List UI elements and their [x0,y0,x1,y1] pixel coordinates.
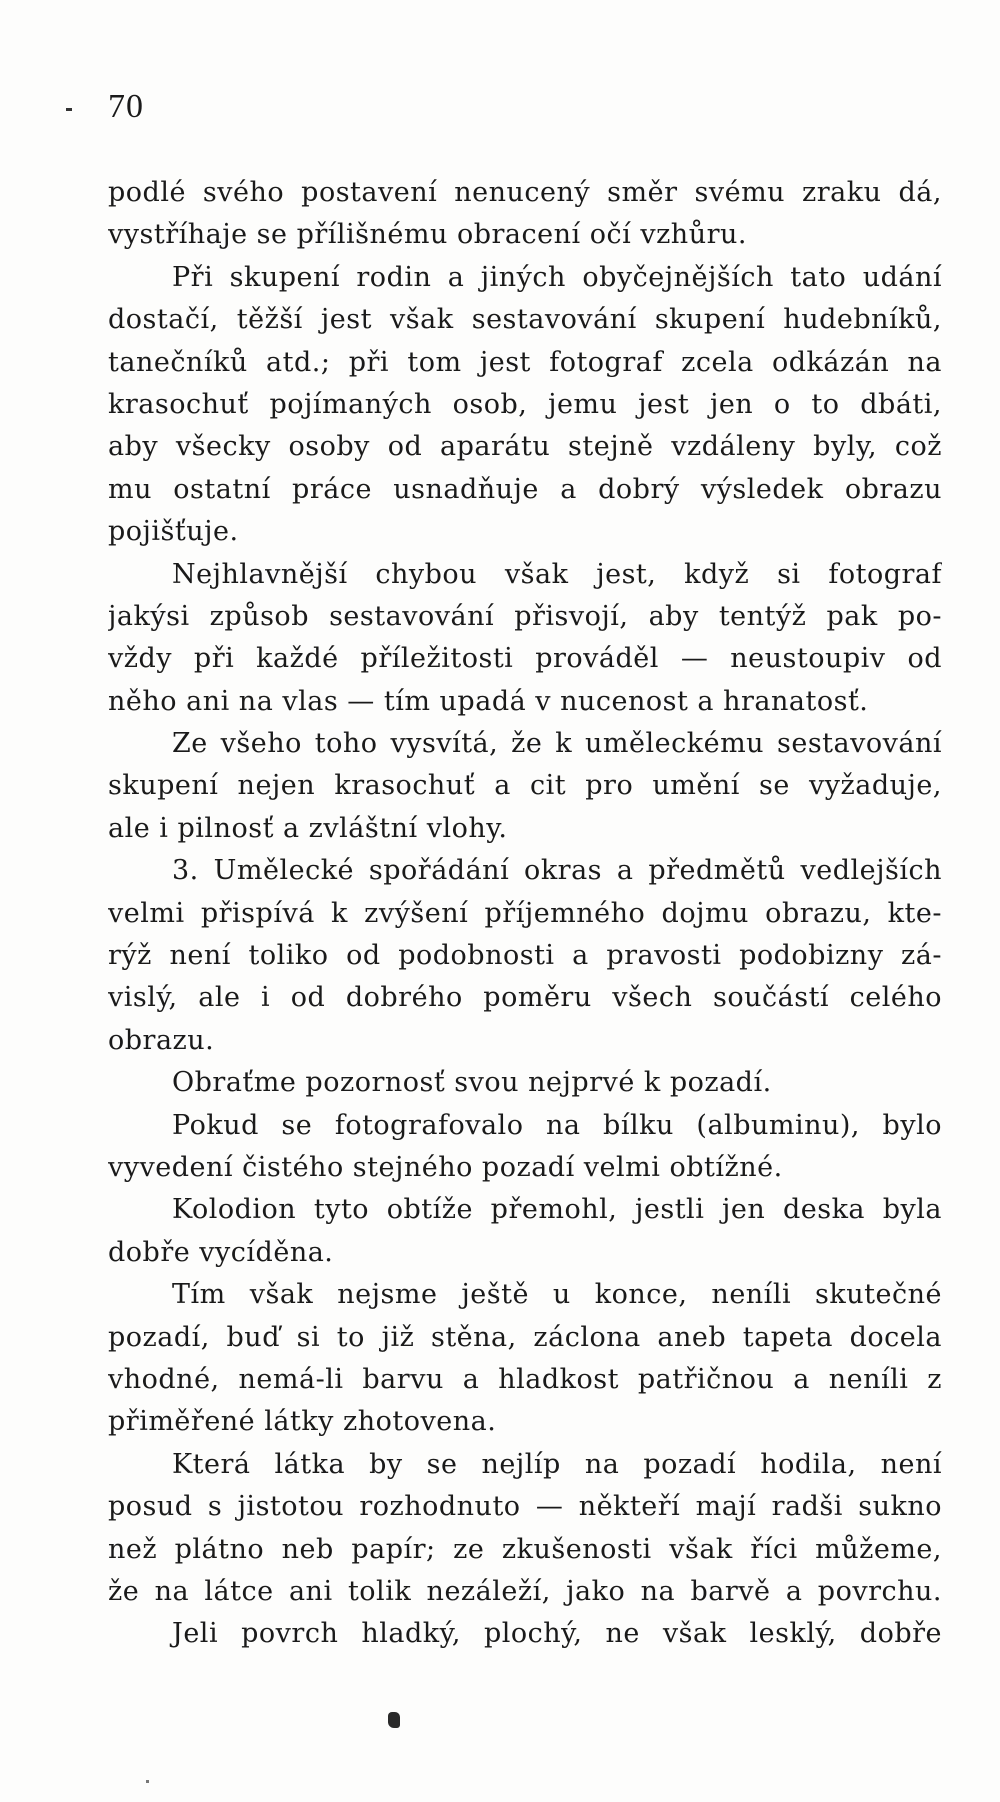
text-line: mu ostatní práce usnadňuje a dobrý výsledek obrazu [108,473,942,505]
text-line: přiměřené látky zhotovena. [108,1406,497,1438]
text-line: vystříhaje se přílišnému obracení očí vzhůru. [108,219,747,251]
text-line: podlé svého postavení nenucený směr svému zraku dá, [108,177,942,208]
text-line: skupení nejen krasochuť a cit pro umění se vyžaduje, [108,770,942,802]
page-body-text [108,172,942,1656]
text-line: Pokud se fotografovalo na bílku (albuminu), bylo [172,1109,942,1141]
stray-dot-mark [146,1780,149,1783]
text-line: krasochuť pojímaných osob, jemu jest jen o to dbáti, [108,388,942,420]
text-line: než plátno neb papír; ze zkušenosti však říci můžeme, [108,1533,942,1565]
text-line: že na látce ani tolik nezáleží, jako na barvě a povrchu. [108,1575,942,1607]
text-line: vždy při každé příležitosti prováděl — neustoupiv od [108,643,942,675]
text-line: ale i pilnosť a zvláštní vlohy. [108,812,508,844]
text-line: vyvedení čistého stejného pozadí velmi obtížné. [108,1151,783,1183]
text-line: Tím však nejsme ještě u konce, neníli skutečné [172,1279,942,1311]
text-line: něho ani na vlas — tím upadá v nucenost a hranatosť. [108,685,869,717]
ink-blot-mark [388,1712,400,1728]
text-line: Při skupení rodin a jiných obyčejnějších tato udání [172,261,942,293]
text-line: vislý, ale i od dobrého poměru všech součástí celého [108,982,942,1014]
text-line: aby všecky osoby od aparátu stejně vzdáleny byly, což [108,431,942,463]
text-line: Obraťme pozornosť svou nejprvé k pozadí. [172,1067,772,1099]
text-line: dobře vycíděna. [108,1236,334,1268]
text-line: vhodné, nemá-li barvu a hladkost patřičnou a neníli z [108,1363,942,1395]
text-line: Nejhlavnější chybou však jest, když si fotograf [172,558,942,590]
text-line: obrazu. [108,1024,215,1056]
text-line: rýž není toliko od podobnosti a pravosti podobizny zá- [108,940,942,972]
text-line: jakýsi způsob sestavování přisvojí, aby tentýž pak po- [108,600,942,632]
text-line: dostačí, těžší jest však sestavování skupení hudebníků, [108,304,942,336]
text-line: Ze všeho toho vysvítá, že k uměleckému sestavování [172,728,942,760]
text-line: Jeli povrch hladký, plochý, ne však lesklý, dobře [172,1618,942,1650]
text-line: 3. Umělecké spořádání okras a předmětů vedlejších [172,855,942,887]
page-number: 70 [108,88,144,125]
text-line: velmi přispívá k zvýšení příjemného dojmu obrazu, kte- [108,897,942,929]
text-line: posud s jistotou rozhodnuto — někteří mají radši sukno [108,1491,942,1523]
text-line: Která látka by se nejlíp na pozadí hodila, není [172,1448,942,1480]
text-line: tanečníků atd.; při tom jest fotograf zcela odkázán na [108,346,942,378]
margin-dash-mark [66,108,72,111]
text-line: Kolodion tyto obtíže přemohl, jestli jen deska byla [172,1194,942,1226]
text-line: pojišťuje. [108,516,239,548]
text-line: pozadí, buď si to již stěna, záclona aneb tapeta docela [108,1321,942,1353]
